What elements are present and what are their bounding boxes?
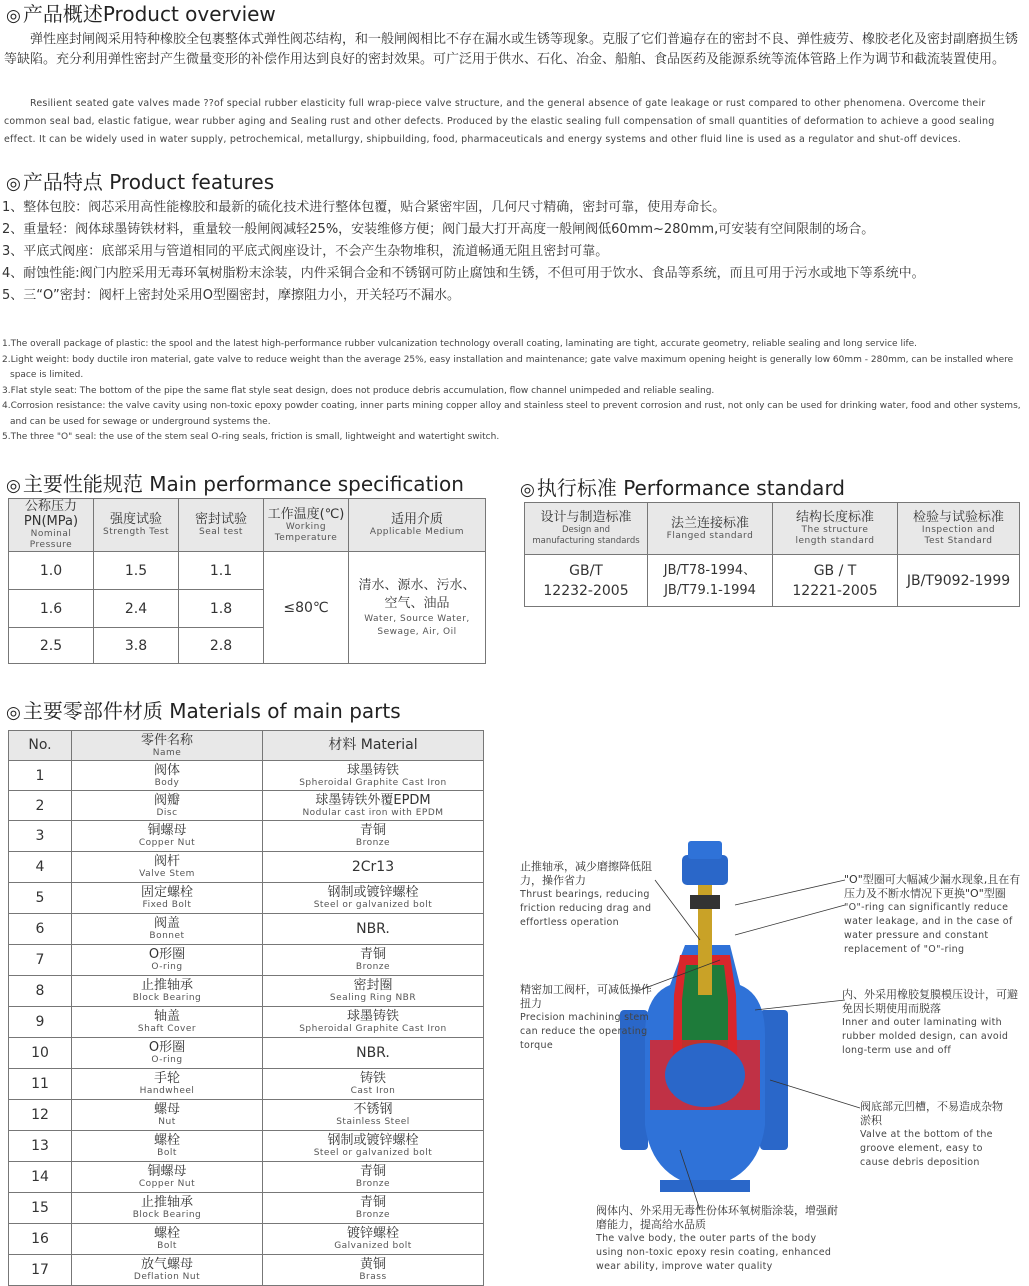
mat-material-cell: 青铜 Bronze bbox=[263, 1162, 484, 1193]
perf-header-pressure: 公称压力 PN(MPa) Nominal Pressure bbox=[9, 499, 94, 552]
std-header-length: 结构长度标准 The structure length standard bbox=[773, 503, 898, 555]
annotation-stem: 精密加工阀杆，可减低操作扭力 Precision machining stem can reduce the operating torque bbox=[520, 983, 652, 1051]
mat-no-cell: 6 bbox=[9, 914, 72, 945]
mat-name-cell: 止推轴承 Block Bearing bbox=[72, 1193, 263, 1224]
mat-name-cell: 轴盖 Shaft Cover bbox=[72, 1007, 263, 1038]
std-header-flange: 法兰连接标准 Flanged standard bbox=[648, 503, 773, 555]
feature-en-item: 1.The overall package of plastic: the spool and the latest high-performance rubber vulcanization technology overall coating, laminating are tight, accurate geometry, reliable sealing and long service life. bbox=[2, 339, 918, 349]
mat-no-cell: 9 bbox=[9, 1007, 72, 1038]
std-header-design: 设计与制造标准 Design and manufacturing standards bbox=[525, 503, 648, 555]
features-heading: ◎ 产品特点 Product features bbox=[6, 170, 275, 194]
mat-material-cell: 密封圈 Sealing Ring NBR bbox=[263, 976, 484, 1007]
mat-material-cell: 镀锌螺栓 Galvanized bolt bbox=[263, 1224, 484, 1255]
table-row: 2.5 3.8 2.8 bbox=[9, 628, 486, 664]
annotation-thrust-bearing: 止推轴承，减少磨擦降低阻力，操作省力 Thrust bearings, reducing friction reducing drag and effortless operation bbox=[520, 860, 652, 928]
mat-name-cell: O形圈 O-ring bbox=[72, 1038, 263, 1069]
mat-no-cell: 1 bbox=[9, 761, 72, 791]
mat-name-cell: 手轮 Handwheel bbox=[72, 1069, 263, 1100]
perf-header-temperature: 工作温度(℃) Working Temperature bbox=[264, 499, 349, 552]
perf-header-medium: 适用介质 Applicable Medium bbox=[349, 499, 486, 552]
mat-material-cell: 2Cr13 bbox=[263, 852, 484, 883]
mat-name-cell: 螺栓 Bolt bbox=[72, 1131, 263, 1162]
feature-en-item: 4.Corrosion resistance: the valve cavity using non-toxic epoxy powder coating, inner parts mining copper alloy and stainless steel to prevent corrosion and rust, not only can be used for drinking water, food and other systems, and can be used for sewage or underground systems the. bbox=[2, 401, 1021, 427]
mat-header-no: No. bbox=[9, 731, 72, 761]
mat-name-cell: 固定螺栓 Fixed Bolt bbox=[72, 883, 263, 914]
mat-name-cell: 阀杆 Valve Stem bbox=[72, 852, 263, 883]
mat-header-name: 零件名称 Name bbox=[72, 731, 263, 761]
mat-name-cell: 阀盖 Bonnet bbox=[72, 914, 263, 945]
mat-no-cell: 14 bbox=[9, 1162, 72, 1193]
annotation-rubber: 内、外采用橡胶复膜模压设计，可避免因长期使用而脱落 Inner and outer laminating with rubber molded design, can avoid long-term use and off bbox=[842, 988, 1018, 1056]
mat-no-cell: 2 bbox=[9, 791, 72, 821]
feature-cn-item: 5、三“O”密封：阀杆上密封处采用O型圈密封，摩擦阻力小，开关轻巧不漏水。 bbox=[2, 288, 460, 303]
mat-material-cell: 不锈钢 Stainless Steel bbox=[263, 1100, 484, 1131]
mat-material-cell: 青铜 Bronze bbox=[263, 1193, 484, 1224]
mat-no-cell: 15 bbox=[9, 1193, 72, 1224]
annotation-coating: 阀体内、外采用无毒性份体环氧树脂涂装，增强耐磨能力，提高给水品质 The valve body, the outer parts of the body using non-toxic epoxy resin coating, enhanced wear ability, improve water quality bbox=[596, 1204, 838, 1272]
mat-material-cell: 钢制或镀锌螺栓 Steel or galvanized bolt bbox=[263, 883, 484, 914]
perf-header-strength: 强度试验 Strength Test bbox=[94, 499, 179, 552]
mat-material-cell: 黄铜 Brass bbox=[263, 1255, 484, 1286]
mat-no-cell: 13 bbox=[9, 1131, 72, 1162]
table-row: 1.6 2.4 1.8 bbox=[9, 590, 486, 628]
feature-en-item: 5.The three "O" seal: the use of the stem seal O-ring seals, friction is small, lightweight and watertight switch. bbox=[2, 432, 500, 442]
materials-heading: ◎ 主要零部件材质 Materials of main parts bbox=[6, 699, 401, 723]
feature-cn-item: 4、耐蚀性能:阀门内腔采用无毒环氧树脂粉末涂装，内件采铜合金和不锈钢可防止腐蚀和生锈，不但可用于饮水、食品等系统，而且可用于污水或地下等系统中。 bbox=[2, 266, 925, 281]
mat-name-cell: 放气螺母 Deflation Nut bbox=[72, 1255, 263, 1286]
overview-heading: ◎ 产品概述Product overview bbox=[6, 2, 276, 26]
feature-en-item: 3.Flat style seat: The bottom of the pipe the same flat style seat design, does not produce debris accumulation, flow channel unimpeded and reliable sealing. bbox=[2, 385, 715, 396]
mat-no-cell: 12 bbox=[9, 1100, 72, 1131]
feature-cn-item: 3、平底式阀座：底部采用与管道相同的平底式阀座设计，不会产生杂物堆积，流道畅通无阻且密封可靠。 bbox=[2, 244, 609, 259]
table-row: GB/T 12232-2005 JB/T78-1994、 JB/T79.1-1994 GB / T 12221-2005 JB/T9092-1999 bbox=[525, 555, 1020, 607]
mat-name-cell: 螺母 Nut bbox=[72, 1100, 263, 1131]
mat-name-cell: 螺栓 Bolt bbox=[72, 1224, 263, 1255]
mat-no-cell: 17 bbox=[9, 1255, 72, 1286]
mat-material-cell: 球墨铸铁 Spheroidal Graphite Cast Iron bbox=[263, 1007, 484, 1038]
mat-material-cell: 青铜 Bronze bbox=[263, 945, 484, 976]
mat-name-cell: 阀体 Body bbox=[72, 761, 263, 791]
mat-name-cell: 阀瓣 Disc bbox=[72, 791, 263, 821]
mat-material-cell: NBR. bbox=[263, 914, 484, 945]
mat-no-cell: 5 bbox=[9, 883, 72, 914]
mat-material-cell: 青铜 Bronze bbox=[263, 821, 484, 852]
std-header-inspection: 检验与试验标准 Inspection and Test Standard bbox=[898, 503, 1020, 555]
mat-name-cell: O形圈 O-ring bbox=[72, 945, 263, 976]
mat-no-cell: 10 bbox=[9, 1038, 72, 1069]
mat-material-cell: 球墨铸铁外覆EPDM Nodular cast iron with EPDM bbox=[263, 791, 484, 821]
annotation-bottom: 阀底部元凹槽，不易造成杂物淤积 Valve at the bottom of the groove element, easy to cause debris deposition bbox=[860, 1100, 1003, 1168]
mat-material-cell: 球墨铸铁 Spheroidal Graphite Cast Iron bbox=[263, 761, 484, 791]
mat-name-cell: 铜螺母 Copper Nut bbox=[72, 1162, 263, 1193]
perf-medium: 清水、源水、污水、空气、油品 Water, Source Water, Sewage, Air, Oil bbox=[349, 552, 486, 664]
mat-no-cell: 3 bbox=[9, 821, 72, 852]
mat-name-cell: 止推轴承 Block Bearing bbox=[72, 976, 263, 1007]
mat-header-material: 材料 Material bbox=[263, 731, 484, 761]
perf-temperature: ≤80℃ bbox=[264, 552, 349, 664]
table-row: 1.0 1.5 1.1 ≤80℃ 清水、源水、污水、空气、油品 Water, Source Water, Sewage, Air, Oil bbox=[9, 552, 486, 590]
mat-no-cell: 4 bbox=[9, 852, 72, 883]
mat-material-cell: 铸铁 Cast Iron bbox=[263, 1069, 484, 1100]
standard-heading: ◎ 执行标准 Performance standard bbox=[520, 476, 846, 500]
feature-en-item: 2.Light weight: body ductile iron material, gate valve to reduce weight than the average 25%, easy installation and maintenance; gate valve maximum opening height is generally low 60mm - 280mm, can be installed where space is limited. bbox=[2, 354, 1014, 380]
mat-no-cell: 16 bbox=[9, 1224, 72, 1255]
feature-cn-item: 2、重量轻：阀体球墨铸铁材料，重量较一般闸阀减轻25%，安装维修方便；阀门最大打开高度一般闸阀低60mm~280mm,可安装有空间限制的场合。 bbox=[2, 222, 875, 237]
mat-material-cell: NBR. bbox=[263, 1038, 484, 1069]
perf-header-seal: 密封试验 Seal test bbox=[179, 499, 264, 552]
annotation-o-ring: "O"型圈可大幅减少漏水现象,且在有压力及不断水情况下更换"O"型圈 "O"-ring can significantly reduce water leakage, and in the case of water pressure and constant replacement of "O"-ring bbox=[844, 873, 1021, 955]
overview-cn-text: 弹性座封闸阀采用特种橡胶全包裹整体式弹性阀芯结构，和一般闸阀相比不存在漏水或生锈等现象。克服了它们普遍存在的密封不良、弹性疲劳、橡胶老化及密封副磨损生锈等缺陷。充分利用弹性密封产生微量变形的补偿作用达到良好的密封效果。可广泛用于供水、石化、冶金、船舶、食品医药及能源系统等流体管路上作为调节和截流装置使用。 bbox=[4, 32, 1019, 67]
feature-cn-item: 1、整体包胶：阀芯采用高性能橡胶和最新的硫化技术进行整体包覆，贴合紧密牢固，几何尺寸精确，密封可靠，使用寿命长。 bbox=[2, 200, 726, 215]
mat-material-cell: 钢制或镀锌螺栓 Steel or galvanized bolt bbox=[263, 1131, 484, 1162]
mat-no-cell: 11 bbox=[9, 1069, 72, 1100]
performance-heading: ◎ 主要性能规范 Main performance specification bbox=[6, 472, 464, 496]
mat-no-cell: 7 bbox=[9, 945, 72, 976]
mat-no-cell: 8 bbox=[9, 976, 72, 1007]
mat-name-cell: 铜螺母 Copper Nut bbox=[72, 821, 263, 852]
overview-en-text: Resilient seated gate valves made ??of special rubber elasticity full wrap-piece valve structure, and the general absence of gate leakage or rust compared to other phenomena. Overcome their common seal bad, elastic fatigue, wear rubber aging and Sealing rust and other defects. Produced by the elastic sealing full compensation of small quantities of deformation to achieve a good sealing effect. It can be widely used in water supply, petrochemical, metallurgy, shipbuilding, food, pharmaceuticals and energy systems and other fluid line is used as a regulator and shut-off devices. bbox=[4, 98, 995, 145]
